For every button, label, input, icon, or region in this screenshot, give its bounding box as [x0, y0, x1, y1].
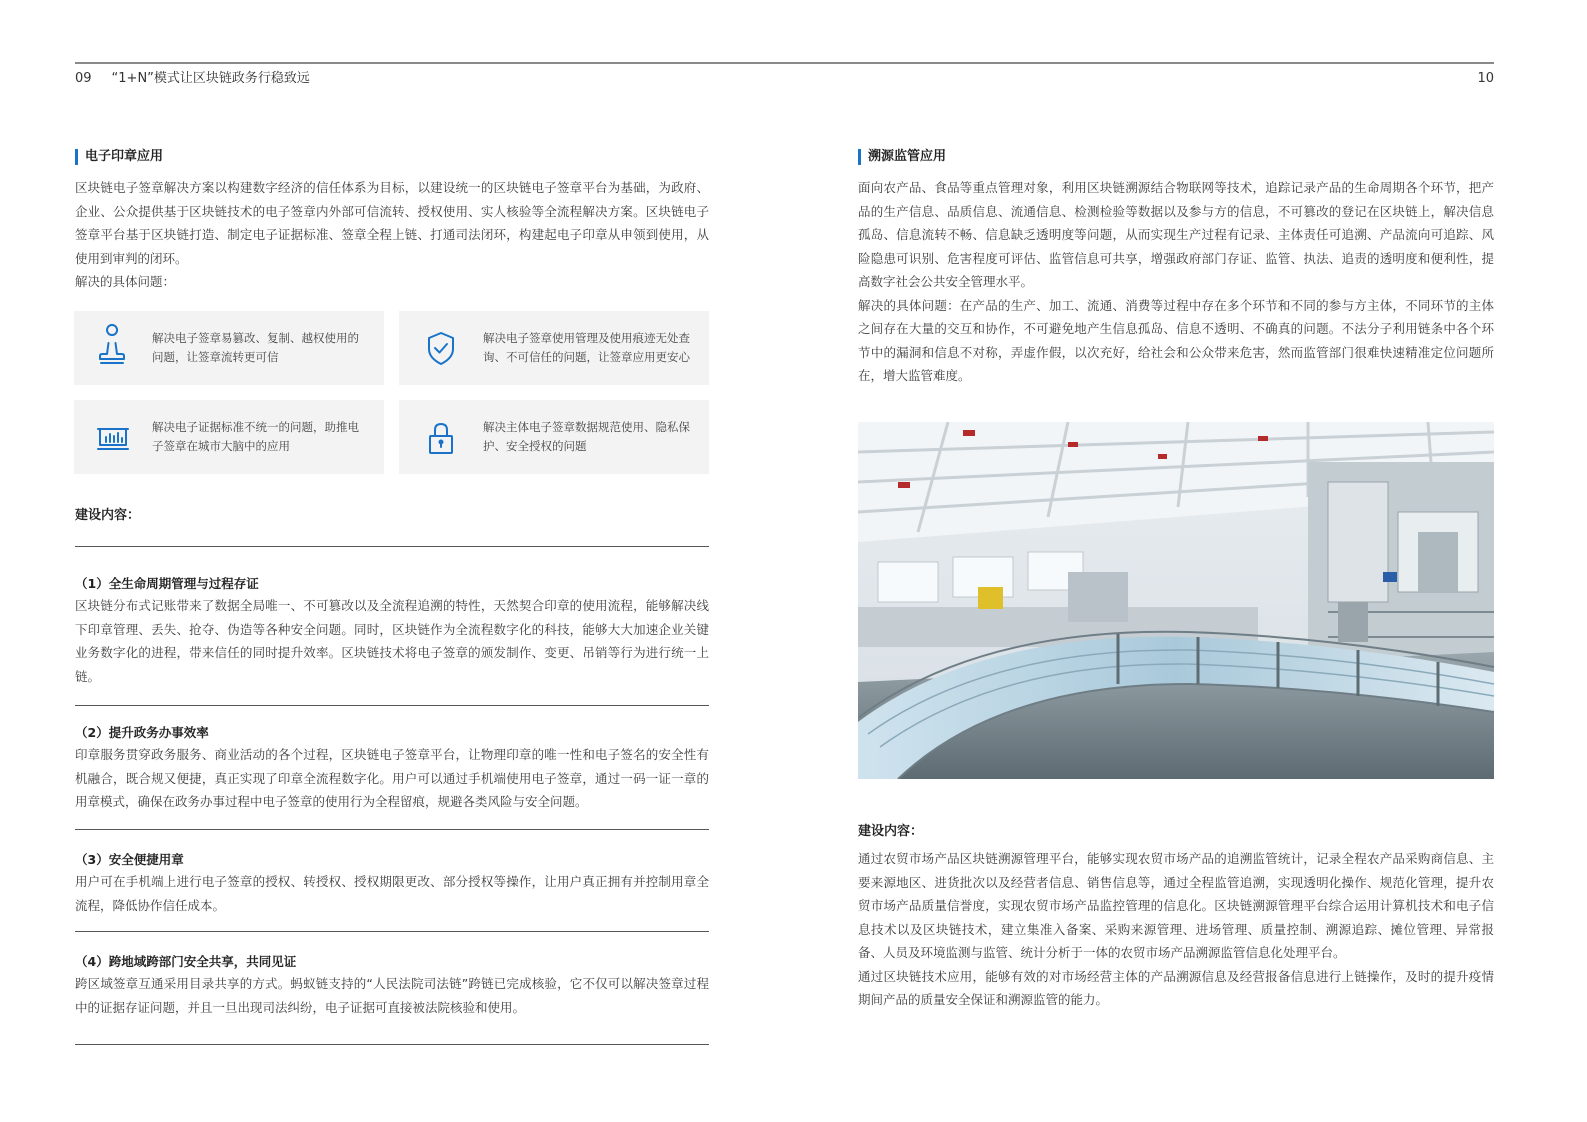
seal-intro-text: 区块链电子签章解决方案以构建数字经济的信任体系为目标，以建设统一的区块链电子签章平台为基础，为政府、企业、公众提供基于区块链技术的电子签章内外部可信流转、授权使用、实人核验等全流程解决方案。区块链电子签章平台基于区块链打造、制定电子证据标准、签章全程上链、打通司法闭环，构建起电子印章从申领到使用，从使用到审判的闭环。 — [75, 180, 709, 266]
item-body: 区块链分布式记账带来了数据全局唯一、不可篡改以及全流程追溯的特性，天然契合印章的使用流程，能够解决线下印章管理、丢失、抢夺、伪造等各种安全问题。同时，区块链作为全流程数字化的科技，能够大大加速企业关键业务数字化的进程，带来信任的同时提升效率。区块链技术将电子签章的颁发制作、变更、吊销等行为进行统一上链。 — [75, 598, 709, 684]
item-title: （1）全生命周期管理与过程存证 — [75, 576, 259, 591]
lock-icon — [399, 400, 483, 474]
section-title-trace: 溯源监管应用 — [858, 149, 946, 165]
construction-label-right: 建设内容： — [858, 824, 924, 839]
item-body: 用户可在手机端上进行电子签章的授权、转授权、授权期限更改、部分授权等操作，让用户真正拥有并控制用章全流程，降低协作信任成本。 — [75, 874, 709, 913]
trace-intro-text: 面向农产品、食品等重点管理对象，利用区块链溯源结合物联网等技术，追踪记录产品的生命周期各个环节，把产品的生产信息、品质信息、流通信息、检测检验等数据以及参与方的信息，不可篡改的登记在区块链上，解决信息孤岛、信息流转不畅、信息缺乏透明度等问题，从而实现生产过程有记录、主体责任可追溯、产品流向可追踪、风险隐患可识别、危害程度可评估、监管信息可共享，增强政府部门存证、监管、执法、追责的透明度和便利性，提高数字社会公共安全管理水平。 — [858, 180, 1494, 289]
item-title: （3）安全便捷用章 — [75, 852, 184, 867]
trace-construction-p2: 通过区块链技术应用，能够有效的对市场经营主体的产品溯源信息及经营报备信息进行上链操作，及时的提升疫情期间产品的质量安全保证和溯源监管的能力。 — [858, 968, 1494, 1007]
card-text: 解决电子签章易篡改、复制、越权使用的问题，让签章流转更可信 — [152, 331, 359, 364]
divider — [75, 1044, 709, 1045]
item-title: （4）跨地域跨部门安全共享，共同见证 — [75, 954, 297, 969]
card-text: 解决电子签章使用管理及使用痕迹无处查询、不可信任的问题，让签章应用更安心 — [483, 331, 690, 364]
divider — [75, 546, 709, 547]
monitor-chart-icon — [74, 400, 152, 474]
item-body: 印章服务贯穿政务服务、商业活动的各个过程，区块链电子签章平台，让物理印章的唯一性和电子签名的安全性有机融合，既合规又便捷，真正实现了印章全流程数字化。用户可以通过手机端使用电子签章，通过一码一证一章的用章模式，确保在政务办事过程中电子签章的使用行为全程留痕，规避各类风险与安全问题。 — [75, 747, 709, 809]
item-body: 跨区域签章互通采用目录共享的方式。蚂蚁链支持的“人民法院司法链”跨链已完成核验，它不仅可以解决签章过程中的证据存证问题，并且一旦出现司法纠纷，电子证据可直接被法院核验和使用。 — [75, 976, 709, 1015]
divider — [75, 829, 709, 830]
seal-problems-label: 解决的具体问题： — [75, 274, 176, 289]
divider — [75, 705, 709, 706]
trace-construction-p1: 通过农贸市场产品区块链溯源管理平台，能够实现农贸市场产品的追溯监管统计，记录全程农产品采购商信息、主要来源地区、进货批次以及经营者信息、销售信息等，通过全程监管追溯，实现透明化操作、规范化管理，提升农贸市场产品质量信誉度，实现农贸市场产品监控管理的信息化。区块链溯源管理平台综合运用计算机技术和电子信息技术以及区块链技术，建立集准入备案、采购来源管理、进场管理、质量控制、溯源追踪、摊位管理、异常报备、人员及环境监测与监管、统计分析于一体的农贸市场产品溯源监管信息化处理平台。 — [858, 851, 1494, 960]
trace-intro — [858, 176, 1494, 388]
header-rule — [75, 62, 1494, 64]
book-title: “1+N”模式让区块链政务行稳致远 — [111, 71, 310, 86]
page-number-right: 10 — [1477, 71, 1494, 86]
page-number-left: 09 — [75, 71, 92, 86]
construction-label-left: 建设内容： — [75, 508, 141, 523]
problem-card — [399, 400, 709, 474]
problem-card — [74, 311, 384, 385]
problem-card — [74, 400, 384, 474]
factory-production-line-photo — [858, 422, 1494, 779]
shield-check-icon — [399, 311, 483, 385]
trace-construction — [858, 847, 1494, 1012]
problem-card — [399, 311, 709, 385]
section-title-seal: 电子印章应用 — [75, 149, 163, 165]
trace-problems-text: 解决的具体问题：在产品的生产、加工、流通、消费等过程中存在多个环节和不同的参与方主体，不同环节的主体之间存在大量的交互和协作，不可避免地产生信息孤岛、信息不透明、不确真的问题。不法分子利用链条中各个环节中的漏洞和信息不对称，弄虚作假，以次充好，给社会和公众带来危害，然而监管部门很难快速精准定位问题所在，增大监管难度。 — [858, 297, 1494, 383]
card-text: 解决电子证据标准不统一的问题，助推电子签章在城市大脑中的应用 — [152, 420, 359, 453]
stamp-icon — [74, 311, 152, 385]
item-title: （2）提升政务办事效率 — [75, 725, 209, 740]
divider — [75, 931, 709, 932]
seal-intro — [75, 176, 709, 294]
running-header — [75, 70, 310, 88]
card-text: 解决主体电子签章数据规范使用、隐私保护、安全授权的问题 — [483, 420, 690, 453]
